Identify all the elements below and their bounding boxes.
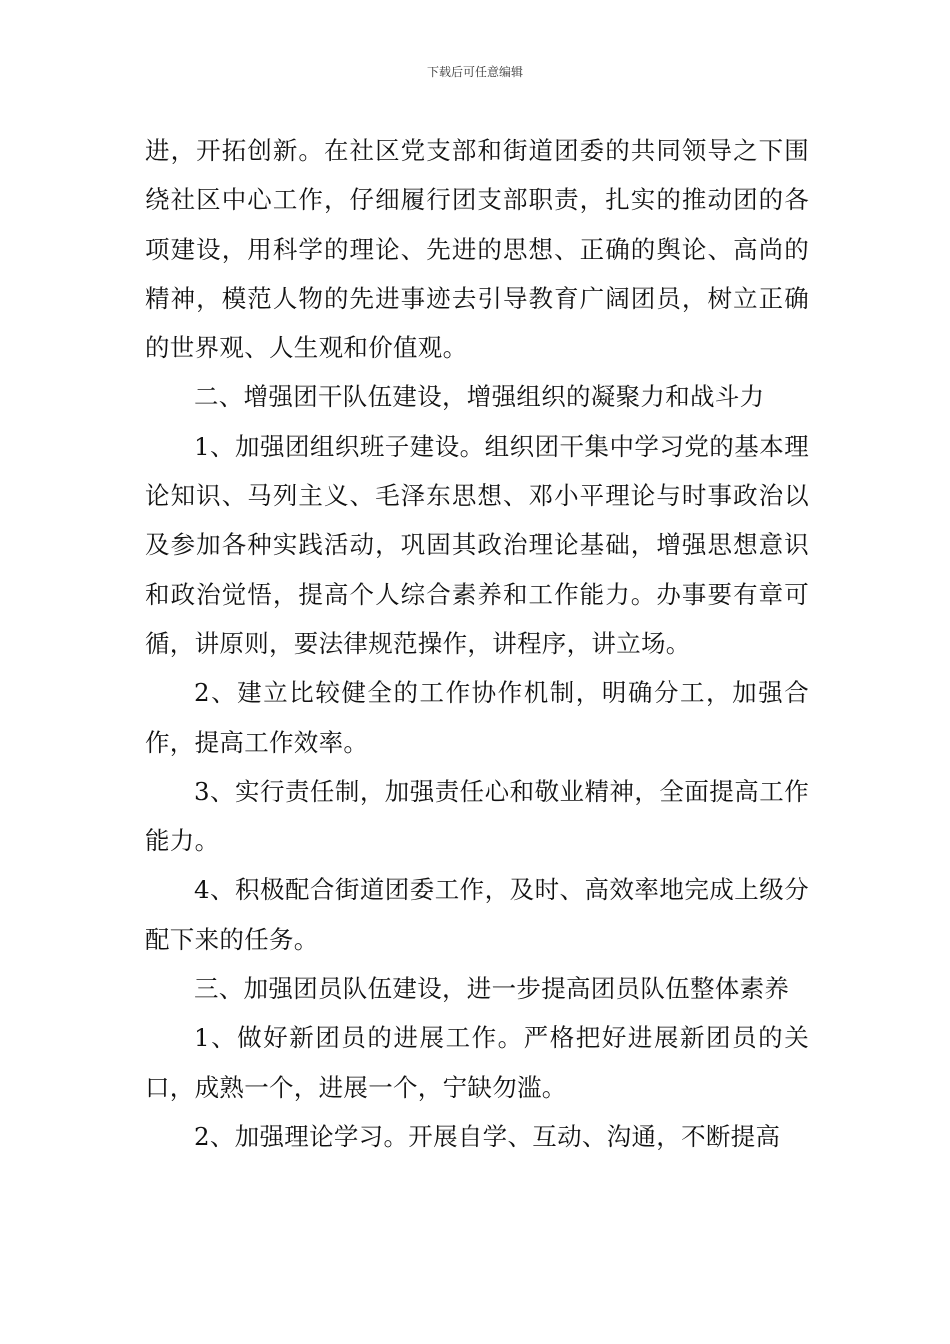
- document-body: [145, 126, 809, 1161]
- page-header-note: 下载后可任意编辑: [426, 65, 523, 79]
- paragraph-item-3: 3、实行责任制，加强责任心和敬业精神，全面提高工作能力。: [145, 776, 809, 856]
- section-heading-three: 三、加强团员队伍建设，进一步提高团员队伍整体素养: [194, 974, 790, 1004]
- paragraph-continuation: 进，开拓创新。在社区党支部和街道团委的共同领导之下围绕社区中心工作，仔细履行团支部职责，扎实的推动团的各项建设，用科学的理论、先进的思想、正确的舆论、高尚的精神，模范人物的先进事迹去引导教育广阔团员，树立正确的世界观、人生观和价值观。: [145, 136, 809, 363]
- paragraph-item-2: 2、建立比较健全的工作协作机制，明确分工，加强合作，提高工作效率。: [145, 678, 809, 757]
- paragraph-item-1: 1、加强团组织班子建设。组织团干集中学习党的基本理论知识、马列主义、毛泽东思想、邓小平理论与时事政治以及参加各种实践活动，巩固其政治理论基础，增强思想意识和政治觉悟，提高个人综合素养和工作能力。办事要有章可循，讲原则，要法律规范操作，讲程序，讲立场。: [145, 431, 809, 658]
- paragraph-item-2b: 2、加强理论学习。开展自学、互动、沟通，不断提高: [194, 1121, 781, 1151]
- paragraph-item-1b: 1、做好新团员的进展工作。严格把好进展新团员的关口，成熟一个，进展一个，宁缺勿滥。: [145, 1023, 809, 1102]
- section-heading-two: 二、增强团干队伍建设，增强组织的凝聚力和战斗力: [194, 382, 765, 412]
- paragraph-item-4: 4、积极配合街道团委工作，及时、高效率地完成上级分配下来的任务。: [145, 875, 809, 954]
